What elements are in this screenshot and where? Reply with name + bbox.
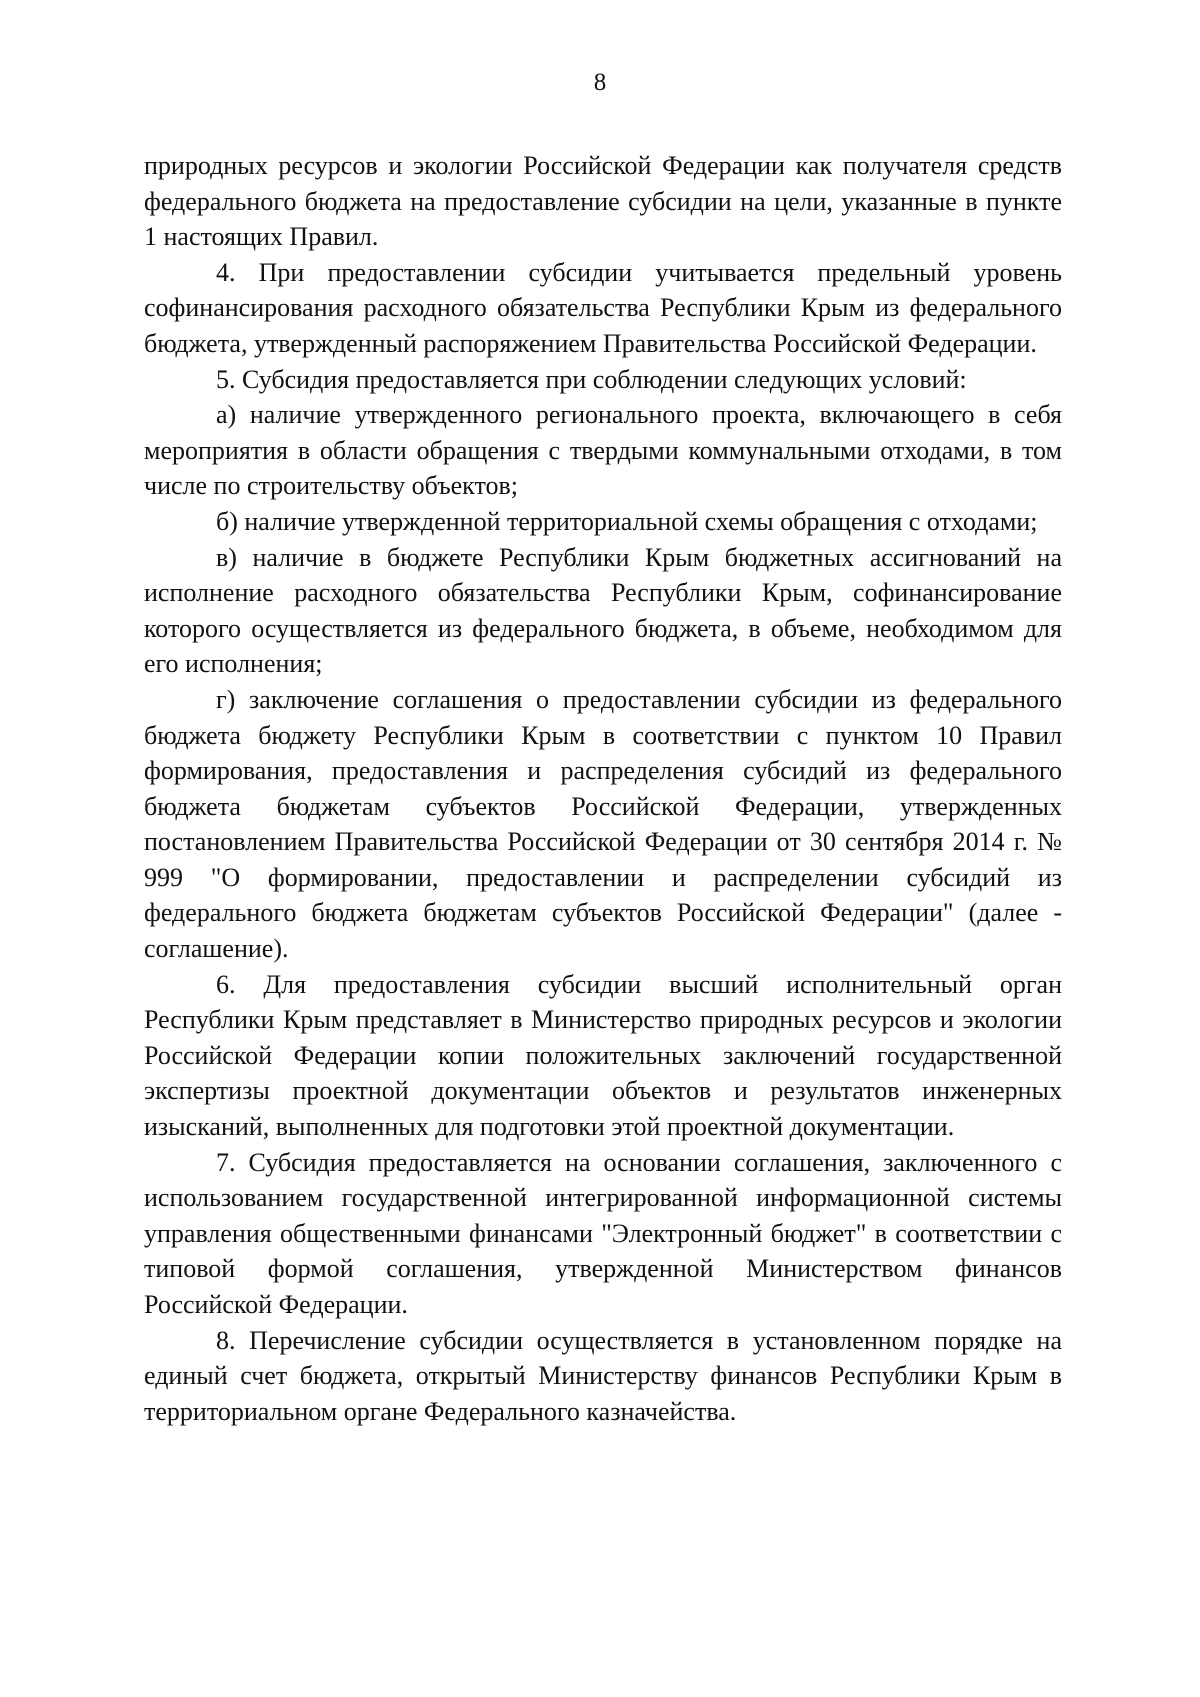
paragraph-subitem-b: б) наличие утвержденной территориальной схемы обращения с отходами;: [216, 506, 1038, 536]
paragraph-subitem-a: а) наличие утвержденного регионального проекта, включающего в себя мероприятия в области обращения с твердыми коммунальными отходами, в том числе по строительству объектов;: [144, 400, 1062, 501]
paragraph-item-5: 5. Субсидия предоставляется при соблюдении следующих условий:: [216, 364, 967, 394]
paragraph-item-7: 7. Субсидия предоставляется на основании соглашения, заключенного с использованием государственной интегрированной информационной системы управления общественными финансами "Электронный бюджет" в соответствии с типовой формой соглашения, утвержденной Министерством финансов Российской Федерации.: [144, 1147, 1062, 1319]
paragraph-item-6: 6. Для предоставления субсидии высший исполнительный орган Республики Крым представляет в Министерство природных ресурсов и экологии Российской Федерации копии положительных заключений государственной экспертизы проектной документации объектов и результатов инженерных изысканий, выполненных для подготовки этой проектной документации.: [144, 969, 1062, 1142]
page-number: 8: [593, 69, 607, 96]
paragraph-item-8: 8. Перечисление субсидии осуществляется в установленном порядке на единый счет бюджета, открытый Министерству финансов Республики Крым в территориальном органе Федерального казначейства.: [144, 1325, 1062, 1426]
paragraph-item-4: 4. При предоставлении субсидии учитывается предельный уровень софинансирования расходного обязательства Республики Крым из федерального бюджета, утвержденный распоряжением Правительства Российской Федерации.: [144, 257, 1062, 358]
paragraph-continuation: природных ресурсов и экологии Российской Федерации как получателя средств федерального бюджета на предоставление субсидии на цели, указанные в пункте 1 настоящих Правил.: [144, 151, 1062, 252]
paragraph-subitem-g: г) заключение соглашения о предоставлении субсидии из федерального бюджета бюджету Республики Крым в соответствии с пунктом 10 Правил формирования, предоставления и распределения субсидий из федерального бюджета бюджетам субъектов Российской Федерации, утвержденных постановлением Правительства Российской Федерации от 30 сентября 2014 г. № 999 "О формировании, предоставлении и распределении субсидий из федерального бюджета бюджетам субъектов Российской Федерации" (далее - соглашение).: [144, 684, 1062, 964]
paragraph-subitem-v: в) наличие в бюджете Республики Крым бюджетных ассигнований на исполнение расходного обязательства Республики Крым, софинансирование которого осуществляется из федерального бюджета, в объеме, необходимом для его исполнения;: [144, 542, 1062, 679]
document-body: [144, 148, 1062, 1429]
